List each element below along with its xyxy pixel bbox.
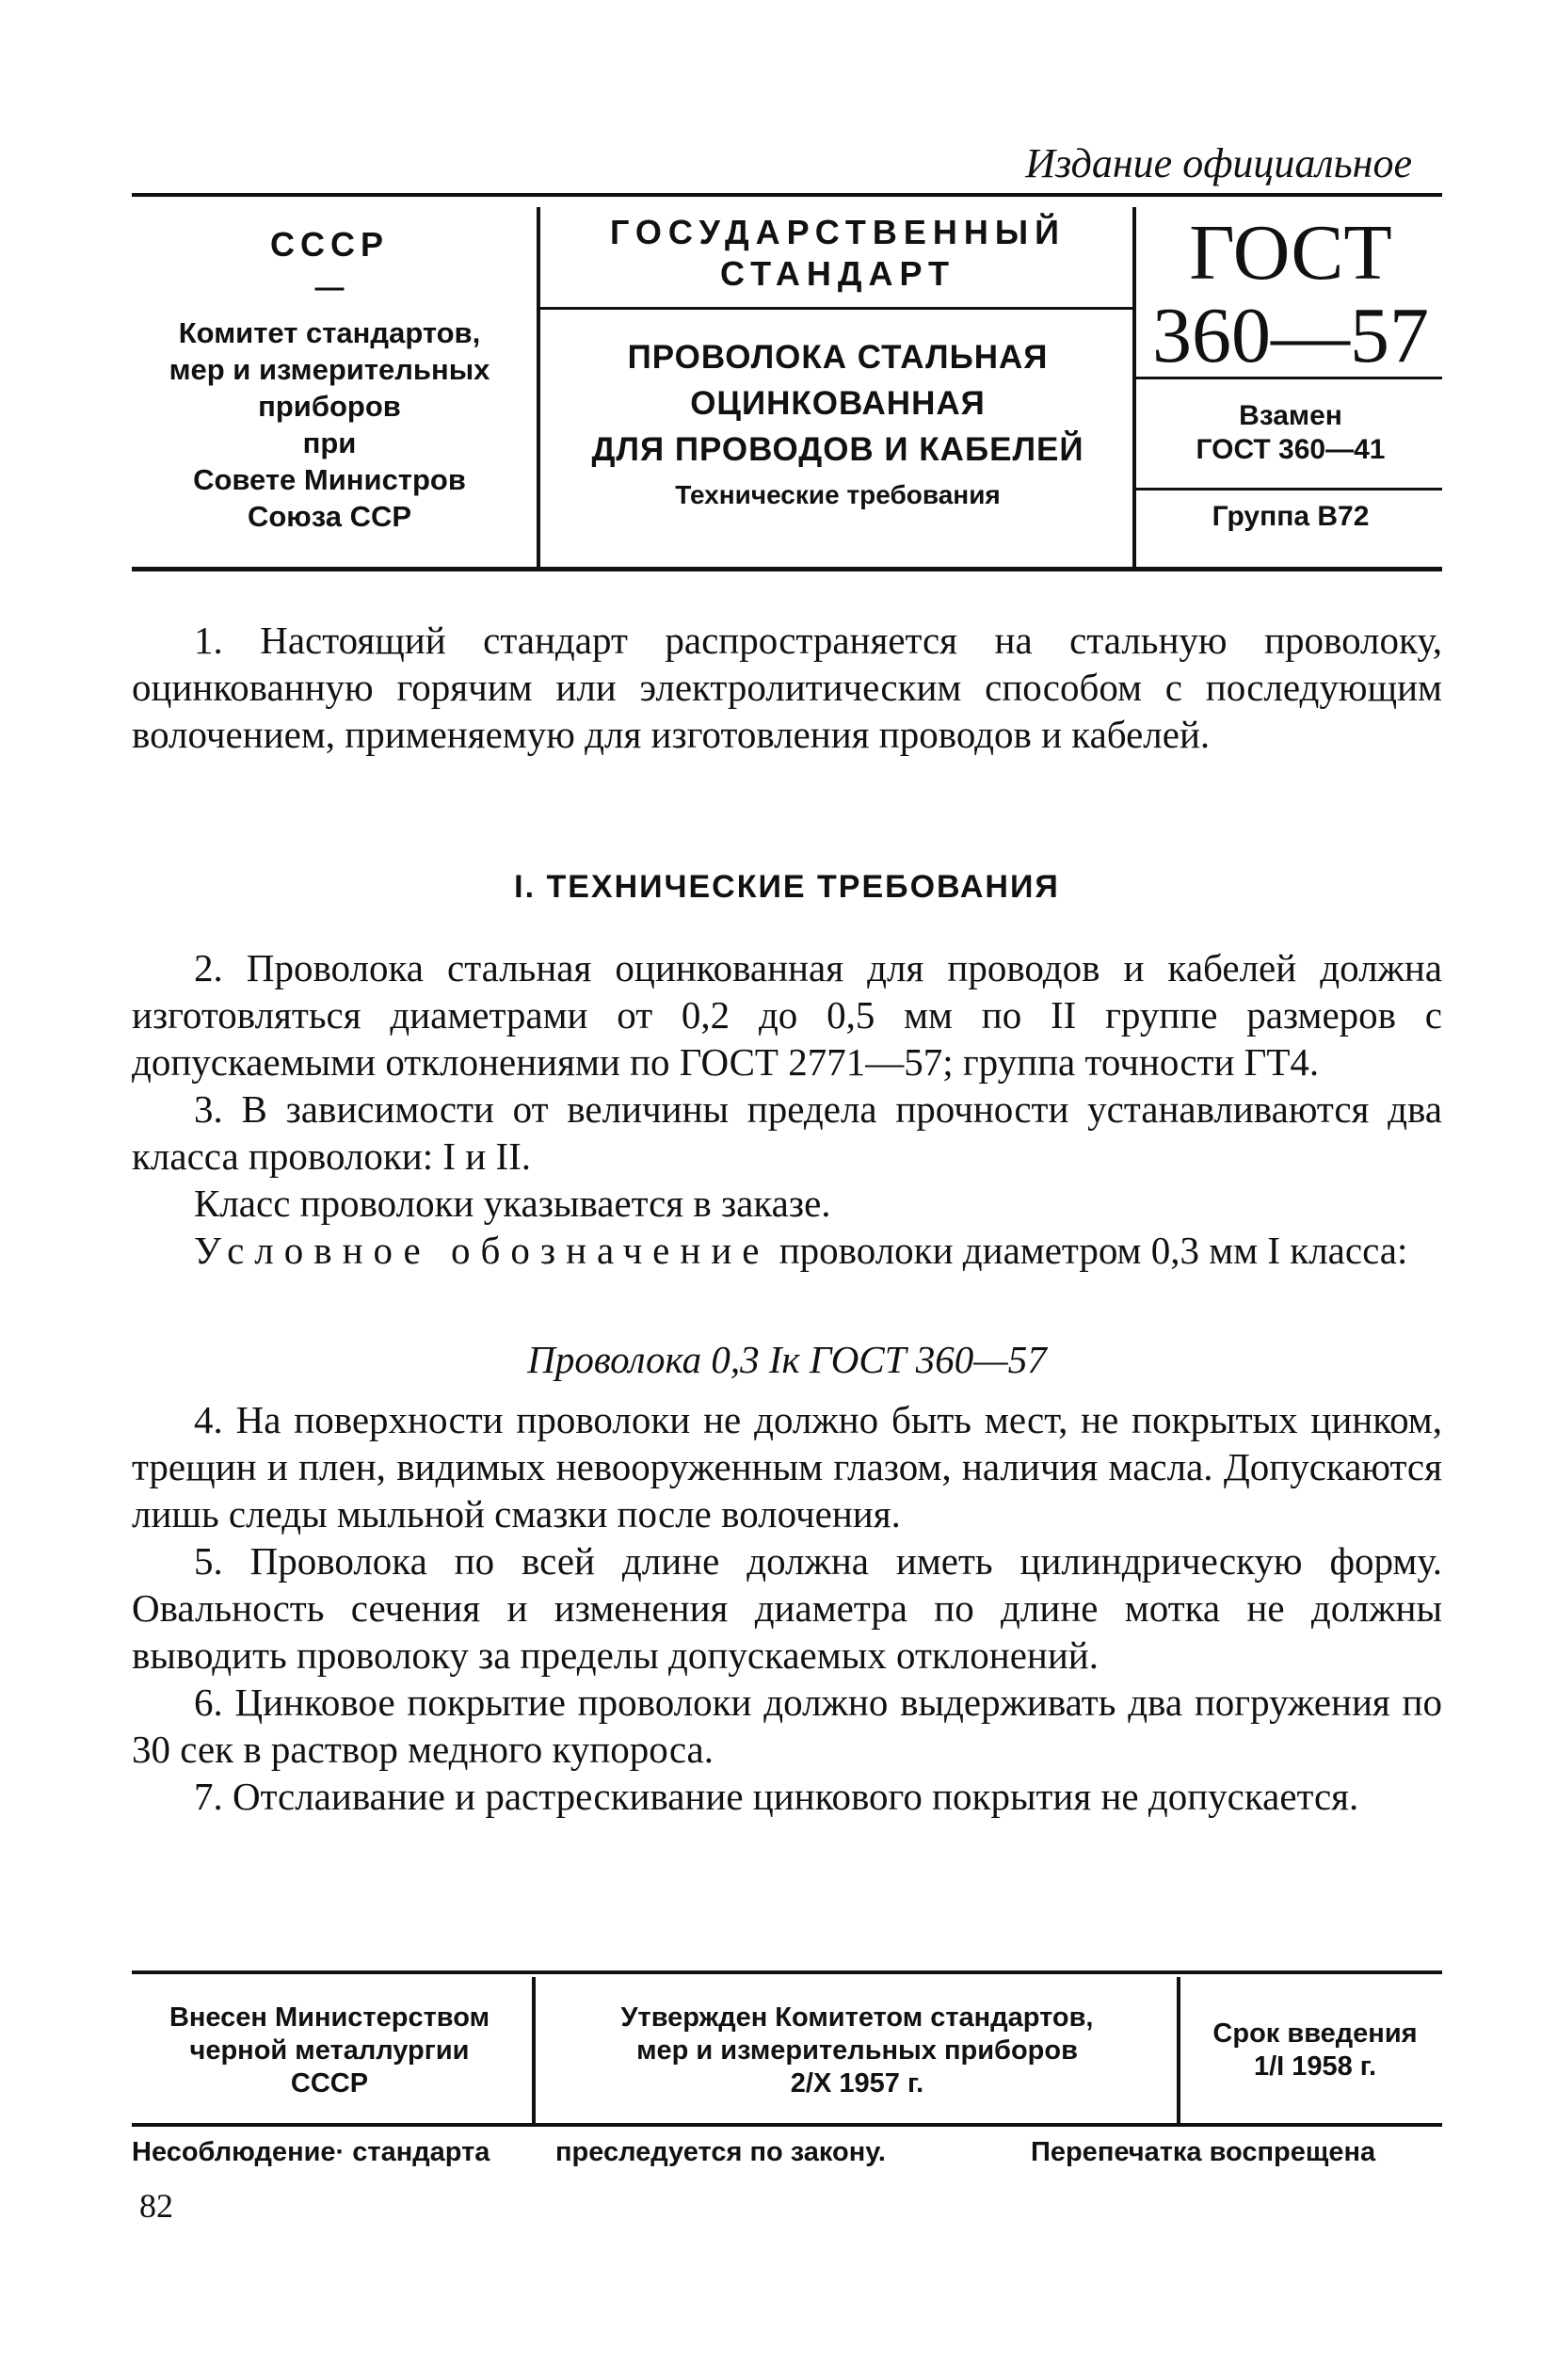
paragraph-1: 1. Настоящий стандарт распространяется на стальную проволоку, оцинкованную горячим или электролитическим способом с последующим волочением, применяемую для изготовления проводов и кабелей. bbox=[132, 619, 1442, 756]
footer-approved bbox=[544, 2002, 1170, 2100]
committee-line: Союза ССР bbox=[247, 500, 412, 533]
country-label: СССР bbox=[269, 225, 389, 264]
paragraph-3-designation bbox=[132, 1227, 1442, 1274]
footer-top-rule bbox=[132, 1970, 1442, 1974]
gost-label: ГОСТ bbox=[1189, 209, 1392, 297]
replaces-label: Взамен bbox=[1239, 400, 1342, 431]
paragraph-4: 4. На поверхности проволоки не должно быть мест, не покрытых цинком, трещин и плен, видимых невооруженным глазом, наличия масла. Допускаются лишь следы мыльной смазки после волочения. bbox=[132, 1398, 1442, 1536]
designation-spaced-label: Условное обозначение bbox=[194, 1229, 770, 1272]
paragraph-1-block bbox=[132, 617, 1442, 758]
approved-line: 2/X 1957 г. bbox=[790, 2068, 924, 2099]
section-title: I. ТЕХНИЧЕСКИЕ ТРЕБОВАНИЯ bbox=[514, 869, 1060, 905]
header-bottom-rule bbox=[132, 567, 1442, 571]
paragraph-3-class: Класс проволоки указывается в заказе. bbox=[194, 1182, 831, 1225]
replaces-standard: ГОСТ 360—41 bbox=[1196, 434, 1386, 465]
committee-line: Комитет стандартов, bbox=[178, 316, 481, 349]
header-divider-left bbox=[537, 207, 540, 567]
introduced-line: Внесен Министерством bbox=[169, 2002, 490, 2033]
committee-line: мер и измерительных bbox=[169, 353, 490, 386]
header-middle-column bbox=[546, 212, 1130, 510]
footer-bottom-rule bbox=[132, 2123, 1442, 2127]
product-title-line: ПРОВОЛОКА СТАЛЬНАЯ bbox=[627, 339, 1049, 376]
designation-example: Проволока 0,3 Iк ГОСТ 360—57 bbox=[527, 1338, 1047, 1381]
approved-line: Утвержден Комитетом стандартов, bbox=[620, 2002, 1094, 2033]
header-divider-right bbox=[1132, 207, 1136, 567]
page-number: 82 bbox=[139, 2187, 173, 2225]
gost-number: 360—57 bbox=[1152, 292, 1429, 379]
header-left-column bbox=[141, 226, 518, 535]
effective-line: 1/I 1958 г. bbox=[1253, 2051, 1377, 2082]
product-title-line: ДЛЯ ПРОВОДОВ И КАБЕЛЕЙ bbox=[591, 431, 1084, 468]
warning-text-2: преследуется по закону. bbox=[555, 2137, 886, 2167]
committee-line: Совете Министров bbox=[193, 463, 466, 496]
paragraph-7: 7. Отслаивание и растрескивание цинкового покрытия не допускается. bbox=[194, 1775, 1359, 1818]
paragraph-5: 5. Проволока по всей длине должна иметь цилиндрическую форму. Овальность сечения и изменения диаметра по длине мотка не должны выводить проволоку за пределы допускаемых отклонений. bbox=[132, 1539, 1442, 1677]
header-right-column bbox=[1141, 209, 1440, 533]
reprint-notice: Перепечатка воспрещена bbox=[1031, 2137, 1376, 2167]
paragraph-3: 3. В зависимости от величины предела прочности устанавливаются два класса проволоки: I и II. bbox=[132, 1087, 1442, 1178]
paragraph-6: 6. Цинковое покрытие проволоки должно выдерживать два погружения по 30 сек в раствор медного купороса. bbox=[132, 1680, 1442, 1771]
designation-rest: проволоки диаметром 0,3 мм I класса: bbox=[769, 1229, 1408, 1272]
product-subtitle: Технические требования bbox=[675, 480, 1001, 509]
standard-type-line1: ГОСУДАРСТВЕННЫЙ bbox=[609, 213, 1066, 251]
introduced-line: СССР bbox=[290, 2068, 369, 2099]
footer-divider-left bbox=[532, 1977, 536, 2123]
committee-line: при bbox=[302, 426, 357, 459]
product-title-line: ОЦИНКОВАННАЯ bbox=[690, 385, 986, 422]
footer-divider-right bbox=[1177, 1977, 1180, 2123]
committee-line: приборов bbox=[258, 390, 401, 423]
introduced-line: черной металлургии bbox=[189, 2035, 470, 2066]
header-top-rule bbox=[132, 193, 1442, 197]
warning-text-1: Несоблюдение· стандарта bbox=[132, 2137, 490, 2167]
effective-line: Срок введения bbox=[1212, 2018, 1418, 2049]
footer-effective bbox=[1188, 2018, 1442, 2083]
group-label: Группа В72 bbox=[1212, 501, 1370, 532]
footer-introduced bbox=[132, 2002, 527, 2100]
paragraph-2: 2. Проволока стальная оцинкованная для проводов и кабелей должна изготовляться диаметрами от 0,2 до 0,5 мм по II группе размеров с допускаемыми отклонениями по ГОСТ 2771—57; группа точности ГТ4. bbox=[132, 946, 1442, 1084]
edition-label: Издание официальное bbox=[1025, 140, 1412, 186]
standard-type-line2: СТАНДАРТ bbox=[720, 254, 955, 293]
country-dash: — bbox=[314, 270, 345, 303]
paragraphs-block bbox=[132, 944, 1442, 1274]
paragraphs-block-2 bbox=[132, 1396, 1442, 1820]
approved-line: мер и измерительных приборов bbox=[636, 2035, 1078, 2066]
